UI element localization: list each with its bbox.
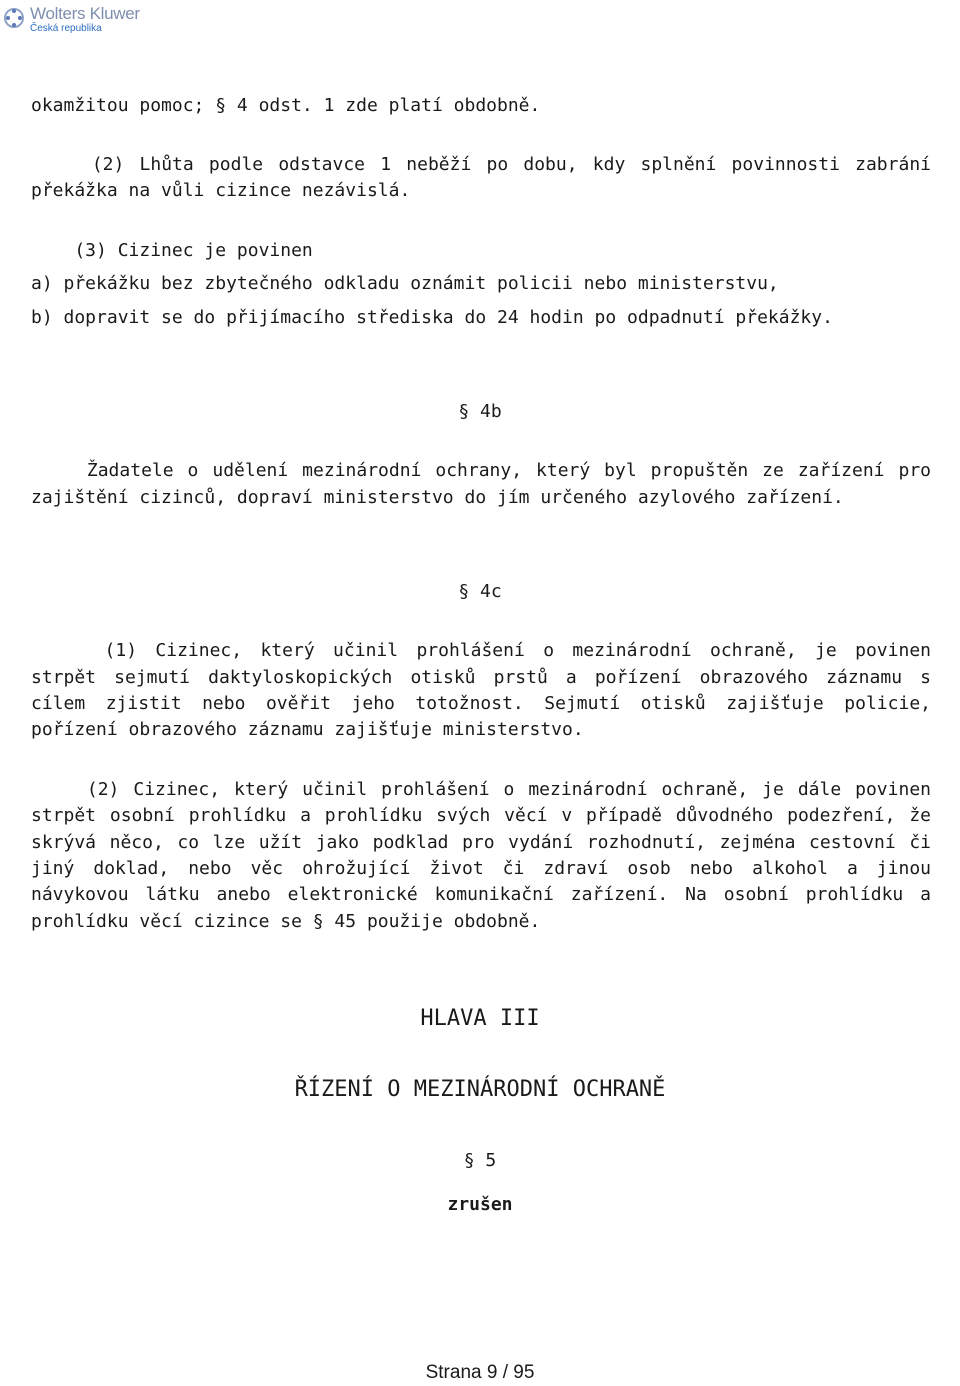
section-heading-4c: § 4c — [458, 581, 502, 602]
publisher-logo — [4, 4, 140, 34]
text-line: (2) Cizinec, který učinil prohlášení o mezinárodní ochraně, je dále povinen — [31, 779, 931, 800]
text-line: překážka na vůli cizince nezávislá. — [31, 180, 411, 201]
text-line: okamžitou pomoc; § 4 odst. 1 zde platí obdobně. — [31, 95, 541, 116]
text-line: jiný doklad, nebo věc ohrožující život či zdraví osob nebo alkohol a jinou — [31, 858, 931, 879]
text-line: a) překážku bez zbytečného odkladu oznámit policii nebo ministerstvu, — [31, 273, 779, 294]
text-line: (3) Cizinec je povinen — [31, 240, 313, 261]
text-line: Žadatele o udělení mezinárodní ochrany, který byl propuštěn ze zařízení pro — [31, 460, 931, 481]
section-heading-5: § 5 — [463, 1150, 497, 1171]
brand-name: Wolters Kluwer — [30, 3, 140, 23]
text-line: strpět sejmutí daktyloskopických otisků prstů a pořízení obrazového záznamu s — [31, 667, 931, 688]
text-line: návykovou látku anebo elektronické komunikační zařízení. Na osobní prohlídku a — [31, 884, 931, 905]
chapter-title: ŘÍZENÍ O MEZINÁRODNÍ OCHRANĚ — [294, 1077, 666, 1102]
text-line: zajištění cizinců, dopraví ministerstvo do jím určeného azylového zařízení. — [31, 487, 844, 508]
text-line: (2) Lhůta podle odstavce 1 neběží po dobu, kdy splnění povinnosti zabrání — [31, 154, 931, 175]
text-line: (1) Cizinec, který učinil prohlášení o mezinárodní ochraně, je povinen — [31, 640, 931, 661]
text-line: pořízení obrazového záznamu zajišťuje ministerstvo. — [31, 719, 584, 740]
brand-subtitle: Česká republika — [30, 22, 102, 34]
chapter-number: HLAVA III — [420, 1006, 540, 1031]
text-line: cílem zjistit nebo ověřit jeho totožnost. Sejmutí otisků zajišťuje policie, — [31, 693, 931, 714]
text-line: b) dopravit se do přijímacího střediska do 24 hodin po odpadnutí překážky. — [31, 307, 833, 328]
section-heading-4b: § 4b — [458, 401, 502, 422]
text-line: strpět osobní prohlídku a prohlídku svých věcí v případě důvodného podezření, že — [31, 805, 931, 826]
wolters-kluwer-logo-icon — [4, 8, 26, 30]
section-status: zrušen — [447, 1194, 513, 1215]
text-line: skrývá něco, co lze užít jako podklad pro vydání rozhodnutí, zejména cestovní či — [31, 832, 931, 853]
text-line: prohlídku věcí cizince se § 45 použije obdobně. — [31, 911, 541, 932]
page-number: Strana 9 / 95 — [425, 1362, 535, 1383]
